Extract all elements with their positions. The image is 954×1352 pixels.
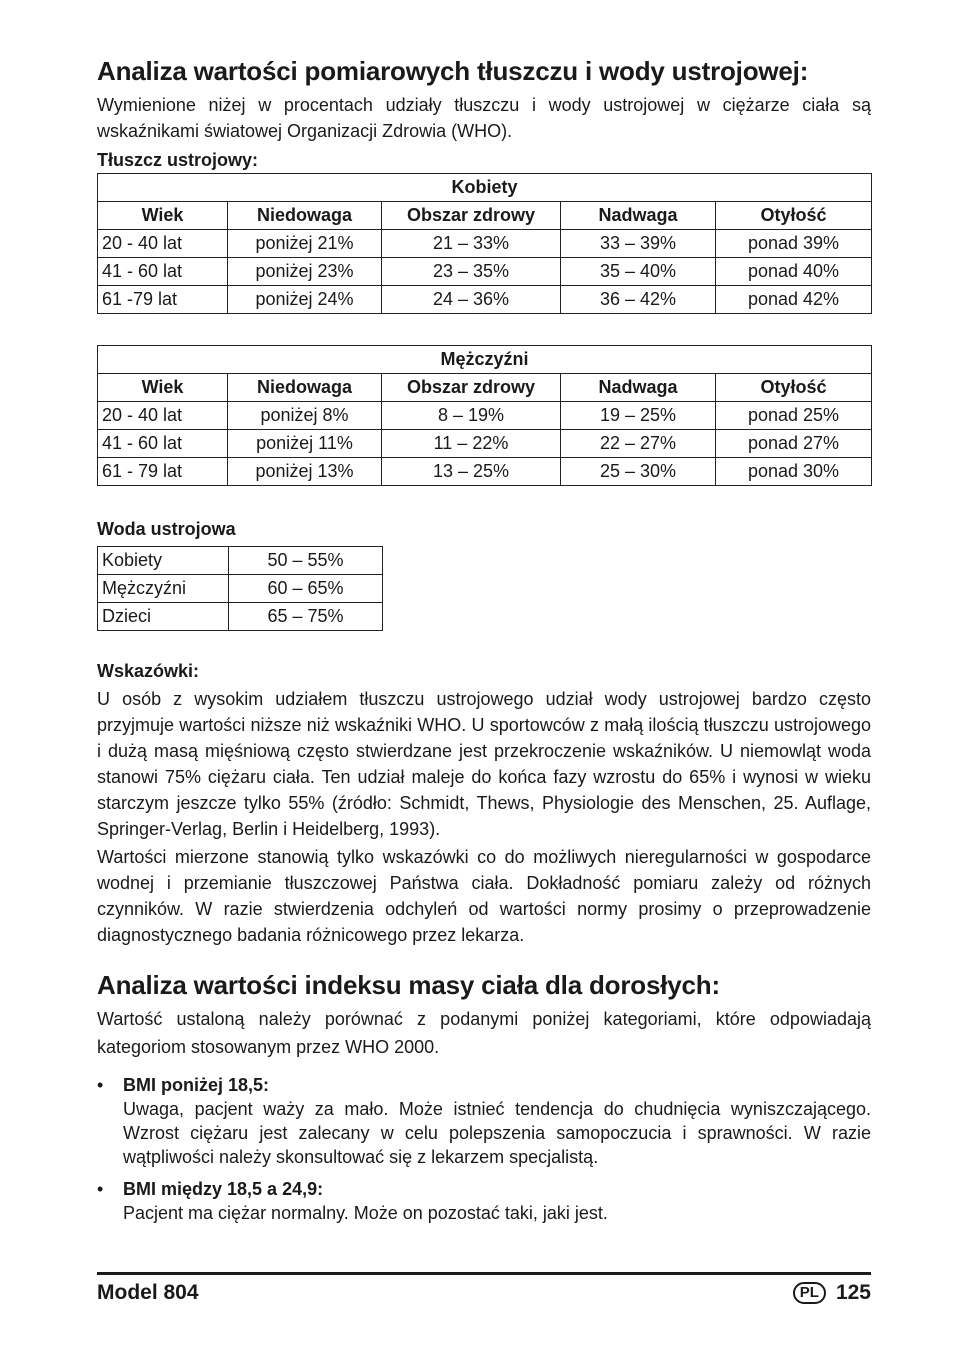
table-cell: 22 – 27%: [561, 430, 716, 458]
women-fat-table: [97, 173, 872, 314]
table-cell: 36 – 42%: [561, 286, 716, 314]
col-header: Nadwaga: [561, 374, 716, 402]
footer-model: Model 804: [97, 1281, 199, 1304]
table-cell: 35 – 40%: [561, 258, 716, 286]
tips-heading: Wskazówki:: [97, 661, 200, 681]
table-cell: poniżej 11%: [228, 430, 382, 458]
section1-intro: Wymienione niżej w procentach udziały tłuszczu i wody ustrojowej w ciężarze ciała są wskaźnikami światowej Organizacji Zdrowia (WHO).: [97, 95, 871, 141]
table-cell: poniżej 8%: [228, 402, 382, 430]
col-header: Wiek: [98, 202, 228, 230]
table-cell: 8 – 19%: [382, 402, 561, 430]
col-header: Otyłość: [716, 202, 872, 230]
table-row: [98, 258, 872, 286]
table-cell: 65 – 75%: [229, 603, 383, 631]
col-header: Obszar zdrowy: [382, 202, 561, 230]
footer-page-info: [793, 1281, 871, 1305]
bullet-icon: •: [97, 1179, 104, 1199]
tips-paragraph-1: U osób z wysokim udziałem tłuszczu ustrojowego udział wody ustrojowej bardzo często przyjmuje wartości niższe niż wskaźniki WHO. U sportowców z małą ilością tłuszczu ustrojowego i dużą masą mięśniową często stwierdzane jest przekroczenie wskaźników. U niemowląt woda stanowi 75% ciężaru ciała. Ten udział maleje do końca fazy wzrostu do 65% i wynosi w wieku starczym jeszcze tylko 55% (źródło: Schmidt, Thews, Physiologie des Menschen, 25. Auflage, Springer-Verlag, Berlin i Heidelberg, 1993).: [97, 689, 871, 839]
table-cell: ponad 30%: [716, 458, 872, 486]
table-row: [98, 402, 872, 430]
table-cell: 50 – 55%: [229, 547, 383, 575]
water-heading: Woda ustrojowa: [97, 519, 236, 539]
bullet-label: BMI poniżej 18,5:: [123, 1075, 270, 1095]
section2-title: Analiza wartości indeksu masy ciała dla dorosłych:: [97, 970, 720, 1000]
list-item: [97, 1073, 871, 1169]
table-cell: 23 – 35%: [382, 258, 561, 286]
table-cell: Dzieci: [98, 603, 229, 631]
language-badge-icon: PL: [793, 1282, 826, 1304]
col-header: Niedowaga: [228, 374, 382, 402]
table-row: [98, 575, 383, 603]
men-table-header: [98, 374, 872, 402]
men-table-title: Mężczyźni: [98, 346, 872, 374]
table-cell: Kobiety: [98, 547, 229, 575]
women-table-header: [98, 202, 872, 230]
bmi-list: [97, 1073, 871, 1225]
section1-title: Analiza wartości pomiarowych tłuszczu i wody ustrojowej:: [97, 56, 809, 86]
table-cell: 41 - 60 lat: [98, 430, 228, 458]
bullet-label: BMI między 18,5 a 24,9:: [123, 1179, 324, 1199]
table-cell: ponad 40%: [716, 258, 872, 286]
col-header: Wiek: [98, 374, 228, 402]
table-cell: poniżej 23%: [228, 258, 382, 286]
col-header: Otyłość: [716, 374, 872, 402]
bullet-text: Uwaga, pacjent waży za mało. Może istnieć tendencja do chudnięcia wyniszczającego. Wzrost ciężaru jest zalecany w celu polepszenia samopoczucia i sprawności. W razie wątpliwości należy skonsultować się z lekarzem specjalistą.: [123, 1099, 871, 1167]
water-table: [97, 546, 383, 631]
section2-intro: Wartość ustaloną należy porównać z podanymi poniżej kategoriami, które odpowiadają kategoriom stosowanym przez WHO 2000.: [97, 1009, 871, 1057]
table-row: [98, 547, 383, 575]
col-header: Obszar zdrowy: [382, 374, 561, 402]
table-cell: 41 - 60 lat: [98, 258, 228, 286]
table-cell: 61 - 79 lat: [98, 458, 228, 486]
table-cell: ponad 42%: [716, 286, 872, 314]
table-cell: poniżej 21%: [228, 230, 382, 258]
page-number: 125: [835, 1281, 871, 1304]
bullet-text: Pacjent ma ciężar normalny. Może on pozostać taki, jaki jest.: [123, 1203, 608, 1223]
table-cell: 20 - 40 lat: [98, 230, 228, 258]
table-cell: ponad 25%: [716, 402, 872, 430]
tips-paragraph-2: Wartości mierzone stanowią tylko wskazówki co do możliwych nieregularności w gospodarce wodnej i przemianie tłuszczowej Państwa ciała. Dokładność pomiaru zależy od różnych czynników. W razie stwierdzenia odchyleń od wartości normy prosimy o przeprowadzenie diagnostycznego badania różnicowego przez lekarza.: [97, 847, 871, 945]
table-cell: poniżej 13%: [228, 458, 382, 486]
men-fat-table: [97, 345, 872, 486]
table-row: [98, 430, 872, 458]
table-cell: 60 – 65%: [229, 575, 383, 603]
bullet-icon: •: [97, 1075, 104, 1095]
table-row: [98, 603, 383, 631]
fat-heading: Tłuszcz ustrojowy:: [97, 150, 259, 170]
table-cell: 20 - 40 lat: [98, 402, 228, 430]
table-row: [98, 286, 872, 314]
table-cell: 19 – 25%: [561, 402, 716, 430]
table-cell: 13 – 25%: [382, 458, 561, 486]
table-row: [98, 458, 872, 486]
table-cell: poniżej 24%: [228, 286, 382, 314]
table-cell: 61 -79 lat: [98, 286, 228, 314]
col-header: Nadwaga: [561, 202, 716, 230]
table-row: [98, 230, 872, 258]
table-cell: 11 – 22%: [382, 430, 561, 458]
col-header: Niedowaga: [228, 202, 382, 230]
women-table-title: Kobiety: [98, 174, 872, 202]
table-cell: 33 – 39%: [561, 230, 716, 258]
table-cell: 25 – 30%: [561, 458, 716, 486]
table-cell: Mężczyźni: [98, 575, 229, 603]
table-cell: ponad 39%: [716, 230, 872, 258]
list-item: [97, 1177, 871, 1225]
table-cell: 21 – 33%: [382, 230, 561, 258]
footer-divider: [97, 1272, 871, 1275]
table-cell: 24 – 36%: [382, 286, 561, 314]
table-cell: ponad 27%: [716, 430, 872, 458]
